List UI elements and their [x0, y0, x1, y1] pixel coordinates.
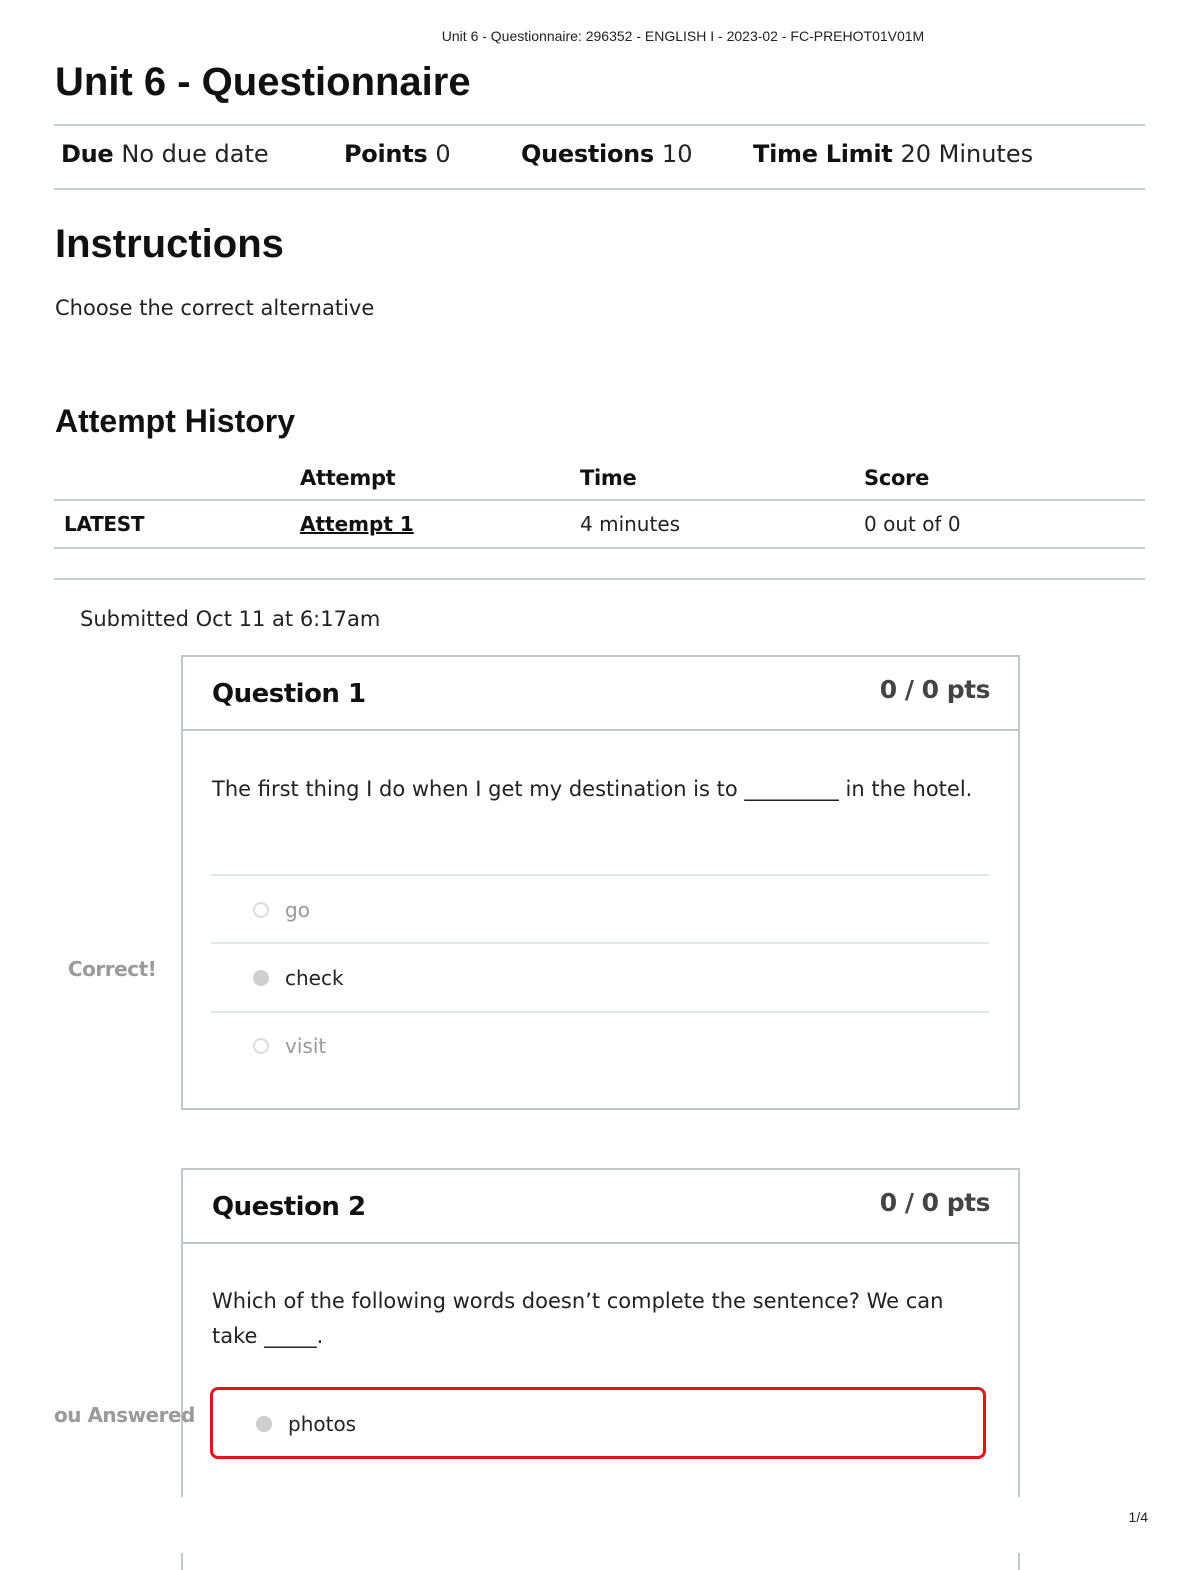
attempt-link[interactable]: Attempt 1	[300, 512, 414, 536]
column-header-score: Score	[864, 466, 930, 490]
radio-selected-icon	[253, 970, 269, 986]
points-value: 0	[435, 140, 451, 168]
table-header-divider	[54, 499, 1145, 501]
answer-option-selected	[253, 963, 344, 993]
page-number: 1/4	[1128, 1509, 1148, 1525]
column-header-attempt: Attempt	[300, 466, 396, 490]
question-header	[183, 1170, 1018, 1244]
answer-label: go	[285, 898, 310, 922]
due-label: Due	[61, 140, 114, 168]
answer-label: photos	[288, 1412, 357, 1436]
answer-option	[253, 1031, 326, 1061]
question-text: The first thing I do when I get my destination is to _________ in the hotel.	[212, 777, 973, 801]
questions-value: 10	[661, 140, 693, 168]
answer-label: check	[285, 966, 344, 990]
attempt-history-heading: Attempt History	[55, 403, 296, 439]
questions-label: Questions	[521, 140, 654, 168]
answer-option	[253, 895, 310, 925]
points-info	[344, 140, 451, 168]
divider	[54, 188, 1145, 190]
divider	[54, 124, 1145, 126]
question-points: 0 / 0 pts	[879, 1188, 990, 1217]
attempt-score: 0 out of 0	[864, 512, 961, 536]
submitted-timestamp: Submitted Oct 11 at 6:17am	[80, 607, 381, 631]
latest-tag: LATEST	[64, 512, 145, 536]
time-limit-value: 20 Minutes	[900, 140, 1034, 168]
questions-info	[521, 140, 692, 168]
instructions-heading: Instructions	[55, 222, 284, 266]
question-card-1	[181, 655, 1020, 1110]
table-row-divider	[54, 547, 1145, 549]
answer-divider	[211, 1011, 989, 1013]
question-text: Which of the following words doesn’t complete the sentence? We can take _____.	[212, 1289, 944, 1348]
you-answered-label: ou Answered	[54, 1403, 195, 1427]
page-bottom-margin	[0, 1497, 1200, 1553]
question-points: 0 / 0 pts	[879, 675, 990, 704]
radio-empty-icon	[253, 1038, 269, 1054]
page-title: Unit 6 - Questionnaire	[55, 60, 471, 104]
print-header: Unit 6 - Questionnaire: 296352 - ENGLISH I - 2023-02 - FC-PREHOT01V01M	[441, 28, 925, 44]
time-limit-info	[753, 140, 1033, 168]
question-title: Question 2	[212, 1192, 366, 1222]
answer-divider	[211, 942, 989, 944]
divider	[54, 578, 1145, 580]
answer-label: visit	[285, 1034, 327, 1058]
answer-divider	[211, 874, 989, 876]
due-info	[61, 140, 269, 168]
radio-selected-icon	[256, 1416, 272, 1432]
points-label: Points	[344, 140, 428, 168]
correct-label: Correct!	[68, 957, 157, 981]
attempt-time: 4 minutes	[580, 512, 681, 536]
question-title: Question 1	[212, 679, 366, 709]
answer-option-selected	[256, 1409, 356, 1439]
column-header-time: Time	[580, 466, 637, 490]
radio-empty-icon	[253, 902, 269, 918]
due-value: No due date	[121, 140, 269, 168]
instructions-text: Choose the correct alternative	[55, 296, 375, 320]
question-header	[183, 657, 1018, 731]
time-limit-label: Time Limit	[753, 140, 893, 168]
